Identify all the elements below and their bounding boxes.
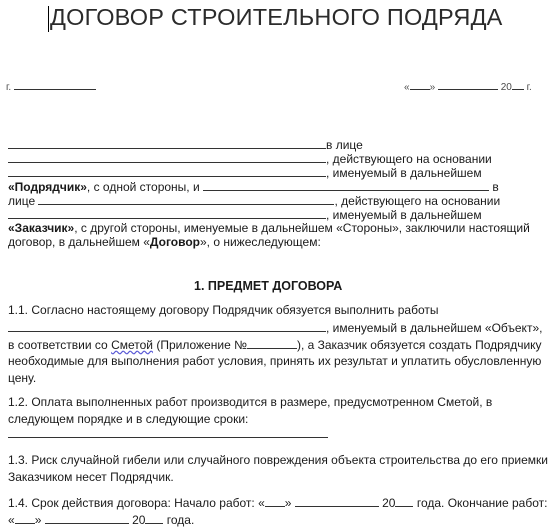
clause-1-1-line-3 bbox=[8, 337, 542, 352]
parties-line-2 bbox=[8, 151, 492, 166]
contractor-name-blank[interactable] bbox=[8, 137, 326, 149]
parties-line-8 bbox=[8, 235, 321, 249]
customer-label: «Заказчик» bbox=[8, 221, 75, 235]
clause-1-1-line-4: необходимые для выполнения работ условия, принять их результат и уплатить обусловленную bbox=[8, 354, 542, 368]
parties-text: , именуемый в дальнейшем bbox=[326, 208, 482, 222]
clause-text: » bbox=[34, 513, 42, 527]
clause-text: « bbox=[8, 513, 15, 527]
payment-terms-blank[interactable] bbox=[8, 437, 328, 438]
document-title: ДОГОВОР СТРОИТЕЛЬНОГО ПОДРЯДА bbox=[50, 4, 503, 30]
work-description-blank[interactable] bbox=[8, 320, 326, 332]
date-open-quote: « bbox=[404, 82, 410, 93]
day-blank[interactable] bbox=[410, 80, 430, 90]
clause-text: в соответствии со bbox=[8, 338, 108, 352]
clause-1-2-line-1: 1.2. Оплата выполненных работ производится в размере, предусмотренном Сметой, в bbox=[8, 395, 493, 409]
clause-text: » bbox=[284, 496, 292, 510]
clause-1-3-line-1: 1.3. Риск случайной гибели или случайного повреждения объекта строительства до его приемки bbox=[8, 453, 548, 467]
parties-text: , с одной стороны, и bbox=[86, 180, 200, 194]
clause-1-4-line-2 bbox=[8, 512, 194, 527]
end-year-blank[interactable] bbox=[145, 512, 163, 524]
parties-line-7 bbox=[8, 221, 530, 235]
clause-1-3-line-2: Заказчиком несет Подрядчик. bbox=[8, 470, 174, 484]
clause-text: 20 bbox=[132, 513, 146, 527]
end-day-blank[interactable] bbox=[15, 512, 35, 524]
date-year: 20 bbox=[500, 82, 512, 93]
clause-text: ), а Заказчик обязуется создать Подрядчику bbox=[296, 338, 542, 352]
parties-text: », о нижеследующем: bbox=[200, 235, 321, 249]
contract-label: Договор bbox=[149, 235, 200, 249]
date-close-quote: » bbox=[429, 82, 436, 93]
end-month-blank[interactable] bbox=[45, 512, 129, 524]
contractor-label: «Подрядчик» bbox=[8, 180, 87, 194]
customer-name-blank[interactable] bbox=[203, 179, 489, 191]
start-year-blank[interactable] bbox=[395, 495, 413, 507]
date-suffix: г. bbox=[526, 82, 532, 93]
city-blank[interactable] bbox=[14, 80, 96, 90]
city-line bbox=[6, 80, 96, 93]
clause-1-1-line-5: цену. bbox=[8, 371, 37, 385]
parties-text: , действующего на основании bbox=[326, 152, 492, 166]
contractor-rep-blank[interactable] bbox=[8, 151, 326, 163]
parties-line-4 bbox=[8, 179, 499, 194]
customer-basis-blank[interactable] bbox=[8, 207, 326, 219]
parties-text: , с другой стороны, именуемые в дальнейшем «Стороны», заключили настоящий bbox=[74, 221, 530, 235]
parties-text: договор, в дальнейшем « bbox=[8, 235, 150, 249]
parties-line-3 bbox=[8, 165, 482, 180]
customer-rep-blank[interactable] bbox=[38, 193, 334, 205]
parties-line-6 bbox=[8, 207, 482, 222]
parties-text: , действующего на основании bbox=[334, 194, 501, 208]
clause-text: 1.4. Срок действия договора: Начало работ: « bbox=[8, 496, 265, 510]
parties-text: в лице bbox=[326, 138, 363, 152]
month-blank[interactable] bbox=[438, 80, 498, 90]
clause-text: (Приложение № bbox=[156, 338, 247, 352]
text-cursor bbox=[48, 6, 49, 32]
clause-text: года. bbox=[166, 513, 195, 527]
clause-text: 20 bbox=[382, 496, 396, 510]
parties-line-1 bbox=[8, 137, 363, 152]
parties-text: лице bbox=[8, 194, 36, 208]
appendix-number-blank[interactable] bbox=[247, 337, 297, 349]
year-blank[interactable] bbox=[512, 80, 524, 90]
clause-1-1-line-2 bbox=[8, 320, 542, 335]
clause-1-2-line-2: следующем порядке и в следующие сроки: bbox=[8, 412, 249, 426]
clause-1-1-line-1: 1.1. Согласно настоящему договору Подрядчик обязуется выполнить работы bbox=[8, 303, 439, 317]
date-line bbox=[404, 80, 532, 93]
contractor-basis-blank[interactable] bbox=[8, 165, 326, 177]
clause-1-4-line-1 bbox=[8, 495, 547, 510]
clause-text: года. Окончание работ: bbox=[416, 496, 548, 510]
start-month-blank[interactable] bbox=[295, 495, 379, 507]
clause-text: , именуемый в дальнейшем «Объект», bbox=[326, 321, 543, 335]
parties-line-5 bbox=[8, 193, 500, 208]
section-heading: 1. ПРЕДМЕТ ДОГОВОРА bbox=[194, 279, 343, 293]
parties-text: в bbox=[492, 180, 499, 194]
start-day-blank[interactable] bbox=[265, 495, 285, 507]
city-prefix: г. bbox=[6, 82, 12, 93]
parties-text: , именуемый в дальнейшем bbox=[326, 166, 482, 180]
estimate-word: Сметой bbox=[111, 338, 154, 352]
